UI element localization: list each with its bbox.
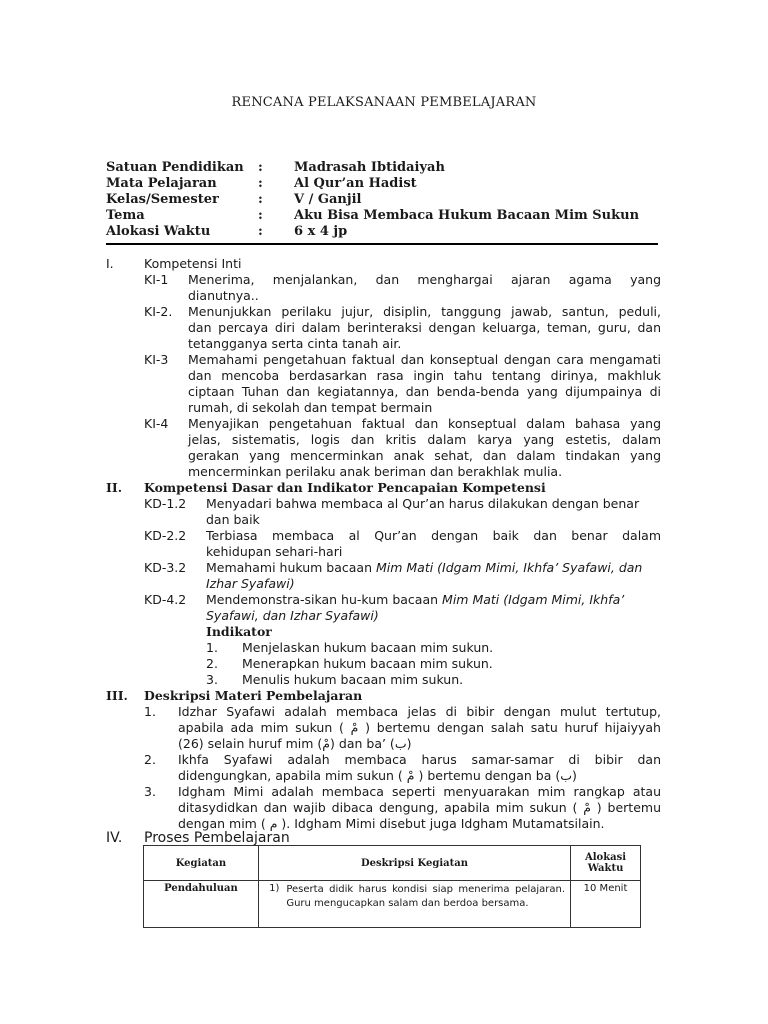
- materi-number: 3.: [144, 784, 156, 799]
- kd-code: KD-4.2: [144, 592, 187, 607]
- ki-text: Menunjukkan perilaku jujur, disiplin, tanggung jawab, santun, peduli,: [188, 304, 661, 319]
- ki-text: Menyajikan pengetahuan faktual dan konseptual dalam bahasa yang: [188, 416, 661, 431]
- section-number: I.: [106, 256, 114, 271]
- ki-code: KI-3: [144, 352, 169, 367]
- identity-value: Aku Bisa Membaca Hukum Bacaan Mim Sukun: [294, 208, 640, 223]
- identity-value: Madrasah Ibtidaiyah: [294, 160, 445, 175]
- kd-text-italic: Mim Mati (Idgam Mimi, Ikhfa’: [442, 592, 625, 607]
- kd-text: dan baik: [206, 512, 260, 527]
- kd-text: Terbiasa membaca al Qur’an dengan baik dan benar dalam: [206, 528, 661, 543]
- identity-sep: :: [258, 224, 263, 239]
- materi-text: Ikhfa Syafawi adalah membaca harus samar-samar di bibir dan: [178, 752, 661, 767]
- materi-text: Idgham Mimi adalah membaca seperti menyuarakan mim rangkap atau: [178, 784, 661, 799]
- section-number: IV.: [106, 830, 123, 846]
- ki-text: rumah, di sekolah dan tempat bermain: [188, 400, 433, 415]
- identity-value: Al Qur’an Hadist: [294, 176, 417, 191]
- section-heading: Kompetensi Dasar dan Indikator Pencapaian Kompetensi: [144, 480, 546, 495]
- indikator-text: Menulis hukum bacaan mim sukun.: [242, 672, 464, 687]
- kd-code: KD-2.2: [144, 528, 187, 543]
- indikator-number: 2.: [206, 656, 218, 671]
- kd-text: Menyadari bahwa membaca al Qur’an harus dilakukan dengan benar: [206, 496, 640, 511]
- identity-value: V / Ganjil: [294, 192, 362, 207]
- identity-sep: :: [258, 176, 263, 191]
- kd-text: kehidupan sehari-hari: [206, 544, 343, 559]
- table-cell-number: 1): [258, 881, 281, 928]
- materi-text: dengan mim ( م ). Idgham Mimi disebut juga Idgham Mutamatsilain.: [178, 816, 605, 831]
- ki-text: dan mencoba berdasarkan rasa ingin tahu tentang dirinya, makhluk: [188, 368, 661, 383]
- materi-number: 1.: [144, 704, 156, 719]
- ki-text: ciptaan Tuhan dan kegiatannya, dan benda-benda yang dijumpainya di: [188, 384, 661, 399]
- page-title: RENCANA PELAKSANAAN PEMBELAJARAN: [231, 95, 537, 110]
- kd-text: [206, 592, 624, 607]
- kd-text: [206, 560, 642, 575]
- table-row: [144, 881, 641, 928]
- materi-number: 2.: [144, 752, 156, 767]
- ki-text: jelas, sistematis, logis dan kritis dalam karya yang estetis, dalam: [188, 432, 661, 447]
- section-heading: Proses Pembelajaran: [144, 830, 290, 846]
- materi-text: Idzhar Syafawi adalah membaca jelas di bibir dengan mulut tertutup,: [178, 704, 661, 719]
- section-number: III.: [106, 688, 128, 703]
- indikator-heading: Indikator: [206, 624, 272, 639]
- table-cell-deskripsi: Peserta didik harus kondisi siap menerima pelajaran. Guru mengucapkan salam dan berdoa bersama.: [281, 881, 570, 928]
- table-header: Deskripsi Kegiatan: [258, 846, 570, 881]
- kd-text-plain: Mendemonstra-sikan hu-kum bacaan: [206, 592, 443, 607]
- table-cell-kegiatan: Pendahuluan: [144, 881, 259, 928]
- indikator-number: 3.: [206, 672, 218, 687]
- table-header-row: [144, 846, 641, 881]
- table-cell-waktu: 10 Menit: [571, 881, 641, 928]
- identity-label: Satuan Pendidikan: [106, 160, 244, 175]
- kd-text-italic: Mim Mati (Idgam Mimi, Ikhfa’ Syafawi, dan: [375, 560, 643, 575]
- ki-text: Memahami pengetahuan faktual dan konseptual dengan cara mengamati: [188, 352, 661, 367]
- indikator-number: 1.: [206, 640, 218, 655]
- kd-text-plain: Memahami hukum bacaan: [206, 560, 376, 575]
- identity-value: 6 x 4 jp: [294, 224, 348, 239]
- ki-text: dan percaya diri dalam berinteraksi dengan keluarga, teman, guru, dan: [188, 320, 661, 335]
- identity-sep: :: [258, 160, 263, 175]
- indikator-text: Menerapkan hukum bacaan mim sukun.: [242, 656, 493, 671]
- table-header: Alokasi Waktu: [571, 846, 641, 881]
- identity-label: Tema: [106, 208, 145, 223]
- identity-label: Mata Pelajaran: [106, 176, 217, 191]
- materi-text: didengungkan, apabila mim sukun ( مْ ) bertemu dengan ba (ب): [178, 768, 577, 783]
- section-number: II.: [106, 480, 123, 495]
- indikator-text: Menjelaskan hukum bacaan mim sukun.: [242, 640, 494, 655]
- identity-sep: :: [258, 208, 263, 223]
- ki-text: Menerima, menjalankan, dan menghargai ajaran agama yang: [188, 272, 661, 287]
- ki-code: KI-1: [144, 272, 169, 287]
- ki-text: gerakan yang mencerminkan anak sehat, dan dalam tindakan yang: [188, 448, 661, 463]
- kd-code: KD-3.2: [144, 560, 187, 575]
- materi-text: ditasydidkan dan wajib dibaca dengung, apabila mim sukun ( مْ ) bertemu: [178, 800, 661, 815]
- table-header: Kegiatan: [144, 846, 259, 881]
- materi-text: apabila ada mim sukun ( مْ ) bertemu dengan salah satu huruf hijaiyyah: [178, 720, 661, 735]
- ki-code: KI-2.: [144, 304, 173, 319]
- header-divider: [106, 243, 658, 245]
- kd-text-italic: Izhar Syafawi): [206, 576, 295, 591]
- materi-text: (26) selain huruf mim (مْ) dan ba’ (ب): [178, 736, 412, 751]
- section-heading: Deskripsi Materi Pembelajaran: [144, 688, 363, 703]
- section-heading: Kompetensi Inti: [144, 256, 242, 271]
- identity-label: Alokasi Waktu: [106, 224, 211, 239]
- kd-code: KD-1.2: [144, 496, 187, 511]
- ki-text: dianutnya..: [188, 288, 259, 303]
- process-table: [143, 845, 641, 928]
- kd-text-italic: Syafawi, dan Izhar Syafawi): [206, 608, 379, 623]
- identity-label: Kelas/Semester: [106, 192, 219, 207]
- identity-sep: :: [258, 192, 263, 207]
- ki-code: KI-4: [144, 416, 169, 431]
- ki-text: tetangganya serta cinta tanah air.: [188, 336, 402, 351]
- ki-text: mencerminkan perilaku anak beriman dan berakhlak mulia.: [188, 464, 563, 479]
